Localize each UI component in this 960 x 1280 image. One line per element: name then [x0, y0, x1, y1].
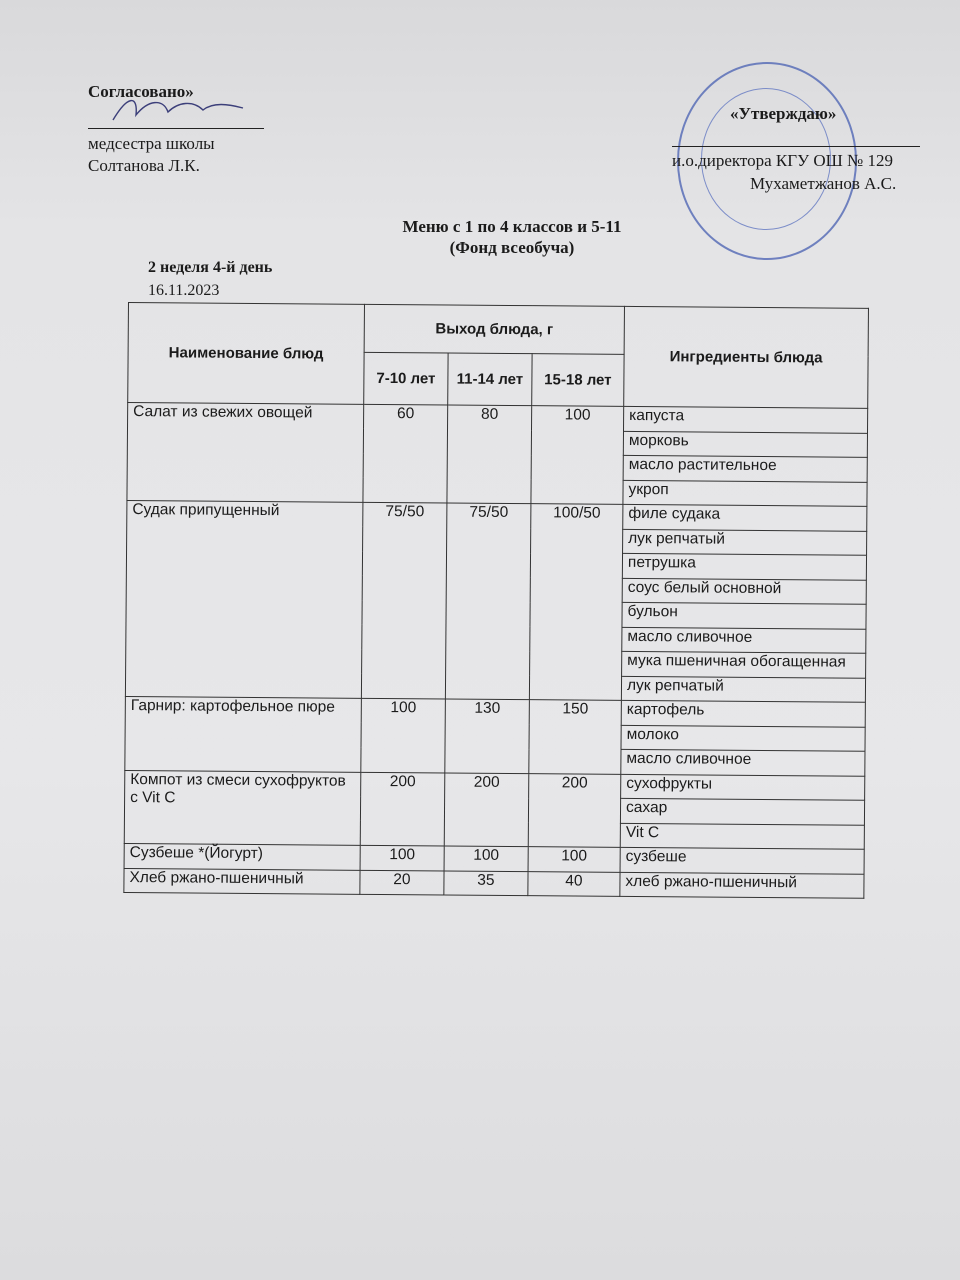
left-approval-title: Согласовано» [88, 82, 194, 101]
yield-11-14: 130 [445, 699, 530, 773]
ingredient: масло сливочное [622, 627, 866, 653]
left-approval-role: медсестра школы [88, 134, 215, 153]
yield-7-10: 200 [360, 772, 445, 846]
menu-subtitle: (Фонд всеобуча) [449, 238, 575, 257]
dish-name: Гарнир: картофельное пюре [125, 696, 362, 771]
table-row [125, 696, 865, 726]
menu-table [123, 302, 869, 899]
ingredient: укроп [623, 480, 867, 506]
ingredient: масло растительное [623, 455, 867, 481]
table-row [128, 403, 868, 433]
yield-11-14: 75/50 [445, 503, 531, 700]
yield-15-18: 200 [528, 773, 621, 847]
header-age-7-10: 7-10 лет [364, 352, 448, 405]
ingredient: мука пшеничная обогащенная [622, 651, 866, 677]
menu-date: 16.11.2023 [148, 282, 220, 299]
dish-name: Сузбеше *(Йогурт) [124, 843, 360, 869]
header-age-15-18: 15-18 лет [532, 354, 624, 407]
header-ingredients: Ингредиенты блюда [624, 306, 869, 408]
ingredient: масло сливочное [621, 749, 865, 775]
right-approval-name: Мухаметжанов А.С. [750, 174, 897, 193]
dish-name: Салат из свежих овощей [127, 403, 364, 503]
yield-7-10: 100 [360, 845, 444, 870]
yield-11-14: 35 [444, 870, 528, 895]
yield-7-10: 75/50 [361, 502, 447, 699]
ingredient: лук репчатый [621, 676, 865, 702]
left-approval-name: Солтанова Л.К. [88, 156, 200, 175]
signature-scribble-icon [108, 90, 248, 130]
header-yield: Выход блюда, г [364, 304, 624, 354]
ingredient: петрушка [622, 553, 866, 579]
table-row [125, 770, 865, 800]
ingredient: Vit C [620, 823, 864, 849]
left-signature-line [88, 108, 264, 129]
ingredient: морковь [623, 431, 867, 457]
table-row [127, 500, 867, 530]
yield-11-14: 200 [444, 773, 529, 847]
right-signature-line [672, 126, 920, 147]
ingredient: сахар [620, 798, 864, 824]
dish-name: Компот из смеси сухофруктов с Vit C [124, 770, 361, 845]
yield-15-18: 100/50 [529, 504, 623, 701]
ingredient: бульон [622, 602, 866, 628]
ingredient: хлеб ржано-пшеничный [620, 872, 864, 898]
yield-15-18: 100 [531, 406, 624, 505]
yield-7-10: 20 [360, 870, 444, 895]
right-approval-role: и.о.директора КГУ ОШ № 129 [672, 151, 894, 170]
table-row [124, 868, 864, 898]
ingredient: капуста [624, 406, 868, 432]
yield-7-10: 60 [363, 404, 448, 503]
yield-15-18: 150 [529, 700, 622, 774]
yield-15-18: 100 [528, 847, 620, 872]
menu-title: Меню с 1 по 4 классов и 5-11 [402, 217, 622, 236]
ingredient: сухофрукты [621, 774, 865, 800]
ingredient: картофель [621, 700, 865, 726]
week-day-label: 2 неделя 4-й день [148, 259, 273, 276]
yield-11-14: 80 [447, 405, 532, 504]
header-age-11-14: 11-14 лет [448, 353, 532, 406]
dish-name: Судак припущенный [125, 500, 363, 698]
ingredient: молоко [621, 725, 865, 751]
dish-name: Хлеб ржано-пшеничный [124, 868, 360, 894]
ingredient: сузбеше [620, 847, 864, 873]
yield-7-10: 100 [361, 698, 446, 772]
header-dish: Наименование блюд [128, 303, 365, 405]
ingredient: соус белый основной [622, 578, 866, 604]
yield-15-18: 40 [528, 871, 620, 896]
ingredient: филе судака [623, 504, 867, 530]
right-approval-title: «Утверждаю» [730, 104, 837, 123]
ingredient: лук репчатый [623, 529, 867, 555]
yield-11-14: 100 [444, 846, 528, 871]
